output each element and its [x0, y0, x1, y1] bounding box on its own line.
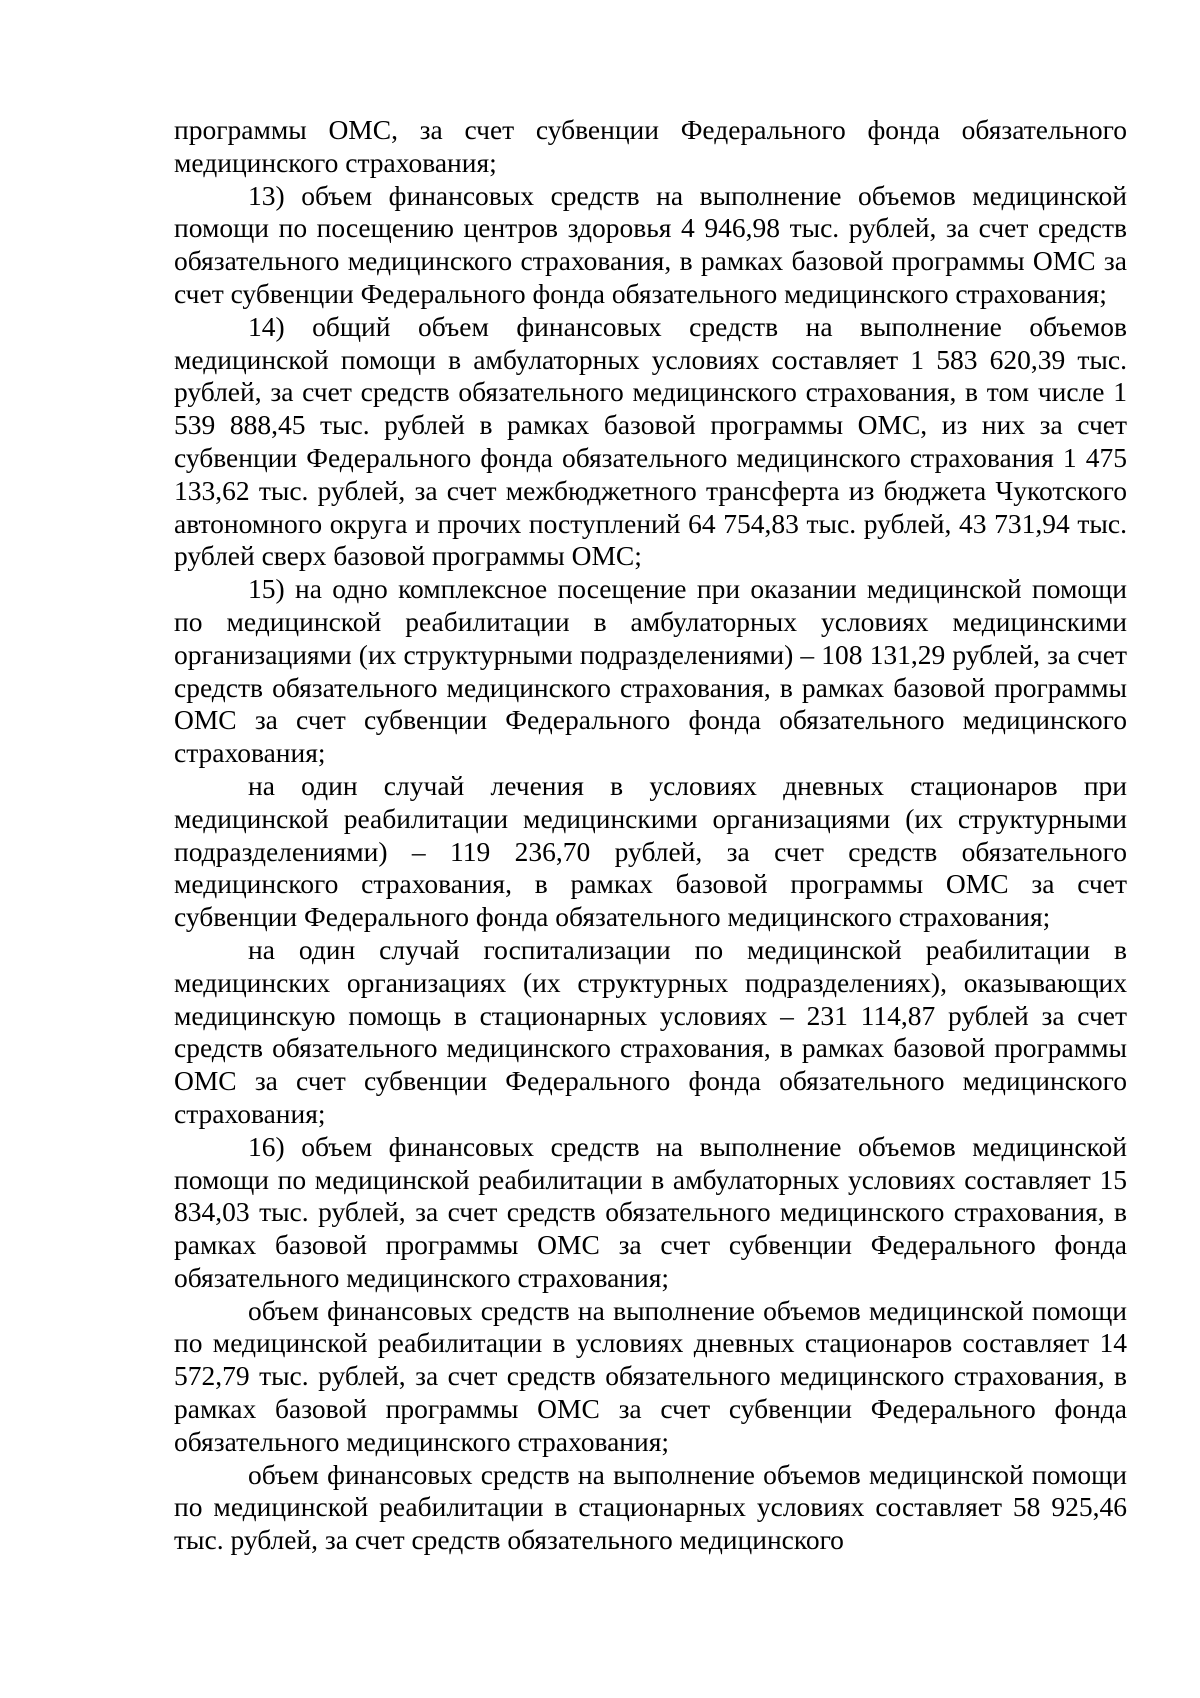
- paragraph-item-15: 15) на одно комплексное посещение при оказании медицинской помощи по медицинской реабилитации в амбулаторных условиях медицинскими организациями (их структурными подразделениями) – 108 131,29 рублей, за счет средств обязательного медицинского страхования, в рамках базовой программы ОМС за счет субвенции Федерального фонда обязательного медицинского страхования;: [174, 573, 1127, 769]
- paragraph-item-16: 16) объем финансовых средств на выполнение объемов медицинской помощи по медицинской реабилитации в амбулаторных условиях составляет 15 834,03 тыс. рублей, за счет средств обязательного медицинского страхования, в рамках базовой программы ОМС за счет субвенции Федерального фонда обязательного медицинского страхования;: [174, 1130, 1127, 1293]
- paragraph-continuation: программы ОМС, за счет субвенции Федерального фонда обязательного медицинского страхования;: [174, 114, 1127, 178]
- paragraph-item-14: 14) общий объем финансовых средств на выполнение объемов медицинской помощи в амбулаторных условиях составляет 1 583 620,39 тыс. рублей, за счет средств обязательного медицинского страхования, в том числе 1 539 888,45 тыс. рублей в рамках базовой программы ОМС, из них за счет субвенции Федерального фонда обязательного медицинского страхования 1 475 133,62 тыс. рублей, за счет межбюджетного трансферта из бюджета Чукотского автономного округа и прочих поступлений 64 754,83 тыс. рублей, 43 731,94 тыс. рублей сверх базовой программы ОМС;: [174, 310, 1127, 572]
- paragraph-day-hospital-volume: объем финансовых средств на выполнение объемов медицинской помощи по медицинской реабилитации в условиях дневных стационаров составляет 14 572,79 тыс. рублей, за счет средств обязательного медицинского страхования, в рамках базовой программы ОМС за счет субвенции Федерального фонда обязательного медицинского страхования;: [174, 1294, 1127, 1457]
- paragraph-day-hospital-case: на один случай лечения в условиях дневных стационаров при медицинской реабилитации медицинскими организациями (их структурными подразделениями) – 119 236,70 рублей, за счет средств обязательного медицинского страхования, в рамках базовой программы ОМС за счет субвенции Федерального фонда обязательного медицинского страхования;: [174, 769, 1127, 933]
- paragraph-item-13: 13) объем финансовых средств на выполнение объемов медицинской помощи по посещению центров здоровья 4 946,98 тыс. рублей, за счет средств обязательного медицинского страхования, в рамках базовой программы ОМС за счет субвенции Федерального фонда обязательного медицинского страхования;: [174, 179, 1127, 309]
- paragraph-hospitalization-case: на один случай госпитализации по медицинской реабилитации в медицинских организациях (их структурных подразделениях), оказывающих медицинскую помощь в стационарных условиях – 231 114,87 рублей за счет средств обязательного медицинского страхования, в рамках базовой программы ОМС за счет субвенции Федерального фонда обязательного медицинского страхования;: [174, 933, 1127, 1129]
- document-body: [174, 114, 1127, 1557]
- paragraph-inpatient-volume: объем финансовых средств на выполнение объемов медицинской помощи по медицинской реабилитации в стационарных условиях составляет 58 925,46 тыс. рублей, за счет средств обязательного медицинского: [174, 1458, 1127, 1556]
